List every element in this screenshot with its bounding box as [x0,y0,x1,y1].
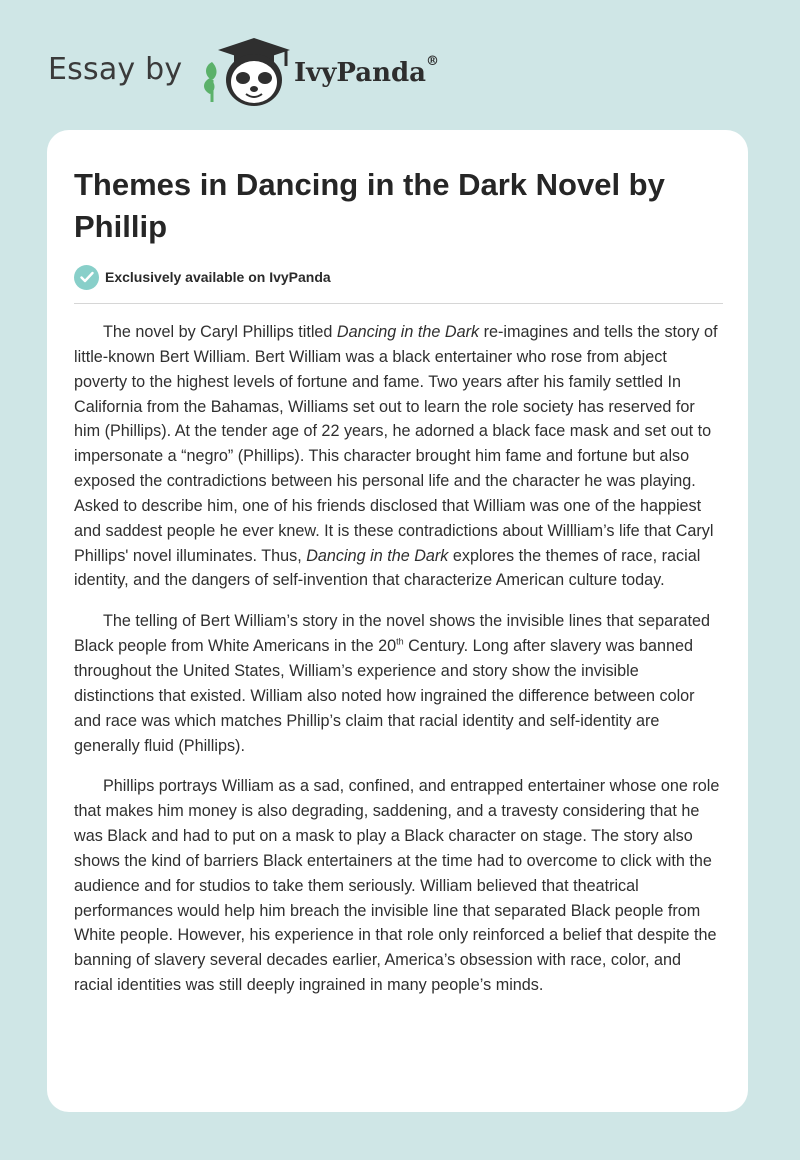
badge-label: Exclusively available on IvyPanda [105,269,331,285]
checkmark-icon [74,265,99,290]
panda-logo-icon[interactable] [198,36,298,112]
brand-name-text: IvyPanda [294,58,427,88]
paragraph: The novel by Caryl Phillips titled Dancing in the Dark re-imagines and tells the story of little-known Bert William. Bert William was a black entertainer who rose from abject poverty to the highest levels of fortune and fame. Two years after his family settled In California from the Bahamas, Williams set out to learn the role society has reserved for him (Phillips). At the tender age of 22 years, he adorned a black face mask and set out to impersonate a “negro” (Phillips). This character brought him fame and fortune but also exposed the contradictions between his personal life and the character he was playing. Asked to describe him, one of his friends disclosed that William was one of the happiest and saddest people he ever knew. It is these contradictions about Willliam’s life that Caryl Phillips' novel illuminates. Thus, Dancing in the Dark explores the themes of race, racial identity, and the dangers of self-invention that characterize American culture today. [74,323,718,590]
brand-prefix: Essay by [48,52,183,87]
essay-card [47,130,748,1112]
paragraph: Phillips portrays William as a sad, confined, and entrapped entertainer whose one role that makes him money is also degrading, saddening, and a travesty considering that he was Black and had to put on a mask to play a Black character on stage. The story also shows the kind of barriers Black entertainers at the time had to overcome to click with the audience and for studios to take them seriously. William believed that theatrical performances would help him breach the invisible line that separated Black people from White people. However, his experience in that role only reinforced a belief that despite the banning of slavery several decades earlier, America’s obsession with race, color, and racial identities was still deeply ingrained in many people’s minds. [74,777,720,995]
site-header [48,30,508,110]
leaf-icon [204,62,217,102]
divider [74,303,723,304]
registered-mark: ® [426,54,440,69]
exclusive-badge [74,264,331,290]
essay-body [74,320,723,1014]
page-title: Themes in Dancing in the Dark Novel by Phillip [74,167,665,244]
brand-name [294,54,440,88]
paragraph: The telling of Bert William’s story in the novel shows the invisible lines that separated Black people from White Americans in the 20th Century. Long after slavery was banned throughout the United States, William’s experience and story show the invisible distinctions that existed. William also noted how ingrained the difference between color and race was which matches Phillip’s claim that racial identity and self-identity are generally fluid (Phillips). [74,612,711,755]
